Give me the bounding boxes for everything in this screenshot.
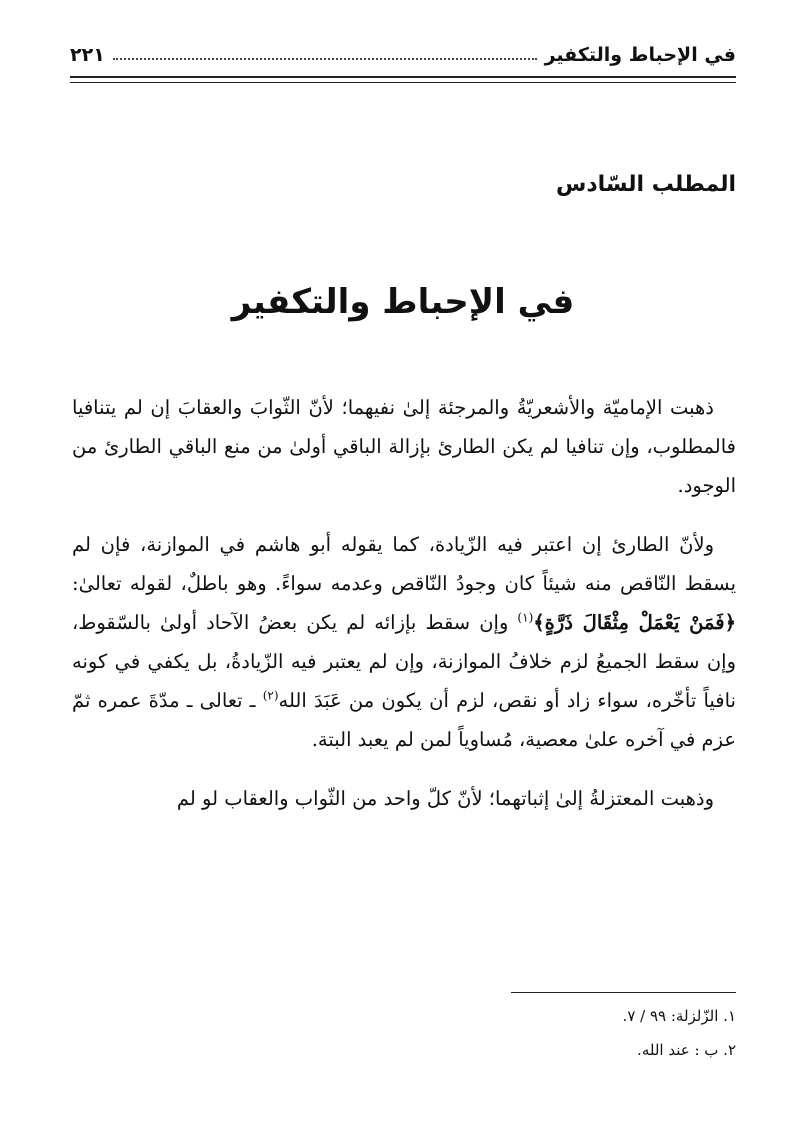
paragraph-2-part-2: وإن سقط بإزائه لم يكن بعضُ الآحاد أولىٰ بالسّقوط، وإن سقط الجميعُ لزم خلافُ الموازنة، وإن لم يعتبر فيه الزّيادةُ، بل يكفي في كونه نافياً تأخّره، سواء زاد أو نقص، لزم أن يكون من عَبَدَ الله bbox=[72, 611, 736, 712]
header-dot-leader bbox=[113, 58, 537, 60]
running-header bbox=[70, 30, 736, 70]
paragraph-2-part-1: ولأنّ الطارئ إن اعتبر فيه الزّيادة، كما يقوله أبو هاشم في الموازنة، فإن لم يسقط النّاقص منه شيئاً كان وجودُ النّاقص وعدمه سواءً. وهو باطلٌ، لقوله تعالىٰ: bbox=[72, 533, 736, 595]
header-rule-thick bbox=[70, 76, 736, 78]
paragraph-1: ذهبت الإماميّة والأشعريّةُ والمرجئة إلىٰ نفيهما؛ لأنّ الثّوابَ والعقابَ إن لم يتنافيا فالمطلوب، وإن تنافيا لم يكن الطارئ بإزالة الباقي أولىٰ من منع الباقي الطارئ من الوجود. bbox=[72, 396, 736, 497]
section-label: المطلب السّادس bbox=[555, 172, 736, 197]
footnote-ref-2[interactable]: (٢) bbox=[262, 688, 279, 703]
footnotes bbox=[72, 1004, 736, 1072]
paragraph-2 bbox=[72, 525, 736, 759]
footnote-ref-1[interactable]: (١) bbox=[517, 610, 534, 625]
footnote-2: ٢. ب : عند الله. bbox=[637, 1041, 736, 1059]
chapter-title: في الإحباط والتكفير bbox=[231, 282, 575, 322]
running-header-title: في الإحباط والتكفير bbox=[544, 44, 736, 66]
body-text bbox=[72, 388, 736, 838]
paragraph-2-part-3: ـ تعالى ـ مدّةَ عمره ثمّ عزم في آخره علىٰ معصية، مُساوياً لمن لم يعبد البتة. bbox=[72, 689, 736, 751]
footnote-separator bbox=[511, 992, 736, 993]
quran-verse: ﴿فَمَنْ يَعْمَلْ مِثْقَالَ ذَرَّةٍ﴾ bbox=[533, 611, 736, 634]
footnote-1: ١. الزّلزلة: ٩٩ / ٧. bbox=[622, 1007, 736, 1025]
paragraph-3: وذهبت المعتزلةُ إلىٰ إثباتهما؛ لأنّ كلّ واحد من الثّواب والعقاب لو لم bbox=[176, 787, 714, 810]
page-number: ٢٢١ bbox=[70, 44, 105, 66]
header-rule-thin bbox=[70, 82, 736, 83]
